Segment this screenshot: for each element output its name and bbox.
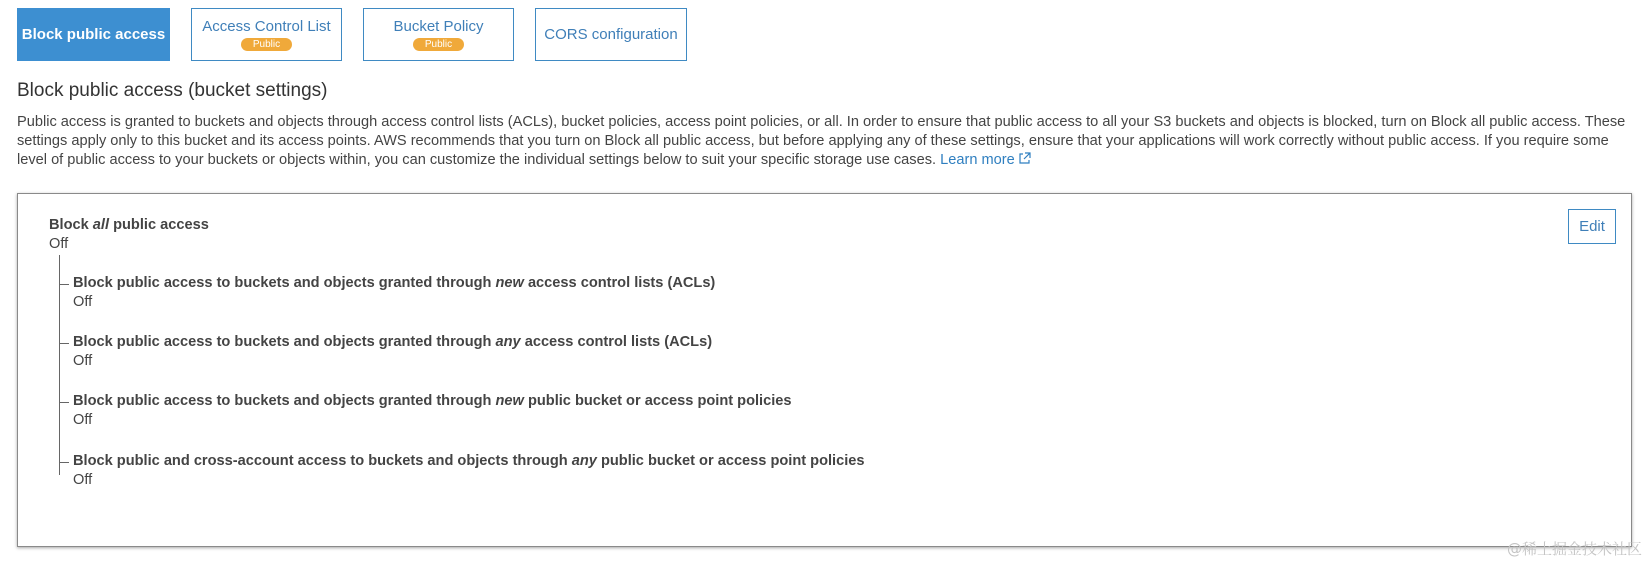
title-part: Block public access to buckets and objects granted through (73, 275, 496, 291)
setting-any-policies (73, 452, 865, 490)
title-part: public bucket or access point policies (596, 453, 865, 469)
external-link-icon (1018, 152, 1031, 171)
setting-any-acls (73, 333, 712, 371)
tab-block-public-access[interactable] (17, 8, 170, 61)
tab-label: Block public access (21, 26, 166, 43)
title-part: Block public and cross-account access to buckets and objects through (73, 453, 572, 469)
watermark: @稀土掘金技术社区 (1506, 540, 1642, 558)
tab-bucket-policy[interactable] (363, 8, 514, 61)
title-part: public bucket or access point policies (523, 393, 792, 409)
block-all-public-access-setting (49, 216, 209, 254)
learn-more-label: Learn more (940, 152, 1015, 168)
setting-status: Off (73, 294, 93, 310)
learn-more-link[interactable] (940, 152, 1031, 168)
tab-bar (17, 8, 687, 61)
tab-label: Bucket Policy (393, 18, 484, 35)
title-emphasis: any (495, 334, 521, 350)
setting-status: Off (73, 472, 93, 488)
tree-connector (59, 255, 60, 475)
tab-label: CORS configuration (544, 26, 678, 43)
setting-title (73, 274, 715, 293)
title-part: access control lists (ACLs) (523, 275, 716, 291)
setting-status: Off (49, 236, 69, 252)
title-emphasis: all (92, 217, 110, 233)
tab-access-control-list[interactable] (191, 8, 342, 61)
tab-cors-configuration[interactable] (535, 8, 687, 61)
description-text: Public access is granted to buckets and objects through access control lists (ACLs), bucket policies, access point policies, or all. In order to ensure that public access to all your S3 buckets and objects is blocked, turn on Block all public access. These settings apply only to this bucket and its access points. AWS recommends that you turn on Block all public access, but before applying any of these settings, ensure that your applications will work correctly without public access. If you require some level of public access to your buckets or objects within, you can customize the individual settings below to suit your specific storage use cases. (17, 114, 1626, 168)
title-part: Block (49, 217, 93, 233)
tree-branch (59, 462, 69, 463)
title-part: public access (109, 217, 209, 233)
section-title: Block public access (bucket settings) (17, 80, 328, 101)
public-badge: Public (413, 38, 464, 51)
edit-button[interactable]: Edit (1568, 209, 1616, 244)
title-part: Block public access to buckets and objects granted through (73, 334, 496, 350)
public-badge: Public (241, 38, 292, 51)
setting-status: Off (73, 353, 93, 369)
title-emphasis: new (495, 393, 524, 409)
title-emphasis: any (571, 453, 597, 469)
setting-title (49, 216, 209, 235)
title-part: access control lists (ACLs) (520, 334, 713, 350)
tree-branch (59, 284, 69, 285)
block-public-access-panel (17, 193, 1632, 547)
tree-branch (59, 343, 69, 344)
tab-label: Access Control List (202, 18, 331, 35)
setting-new-policies (73, 392, 792, 430)
setting-status: Off (73, 412, 93, 428)
title-emphasis: new (495, 275, 524, 291)
setting-title (73, 392, 792, 411)
section-description (17, 113, 1637, 171)
title-part: Block public access to buckets and objects granted through (73, 393, 496, 409)
setting-title (73, 452, 865, 471)
setting-title (73, 333, 712, 352)
tree-branch (59, 402, 69, 403)
setting-new-acls (73, 274, 715, 312)
